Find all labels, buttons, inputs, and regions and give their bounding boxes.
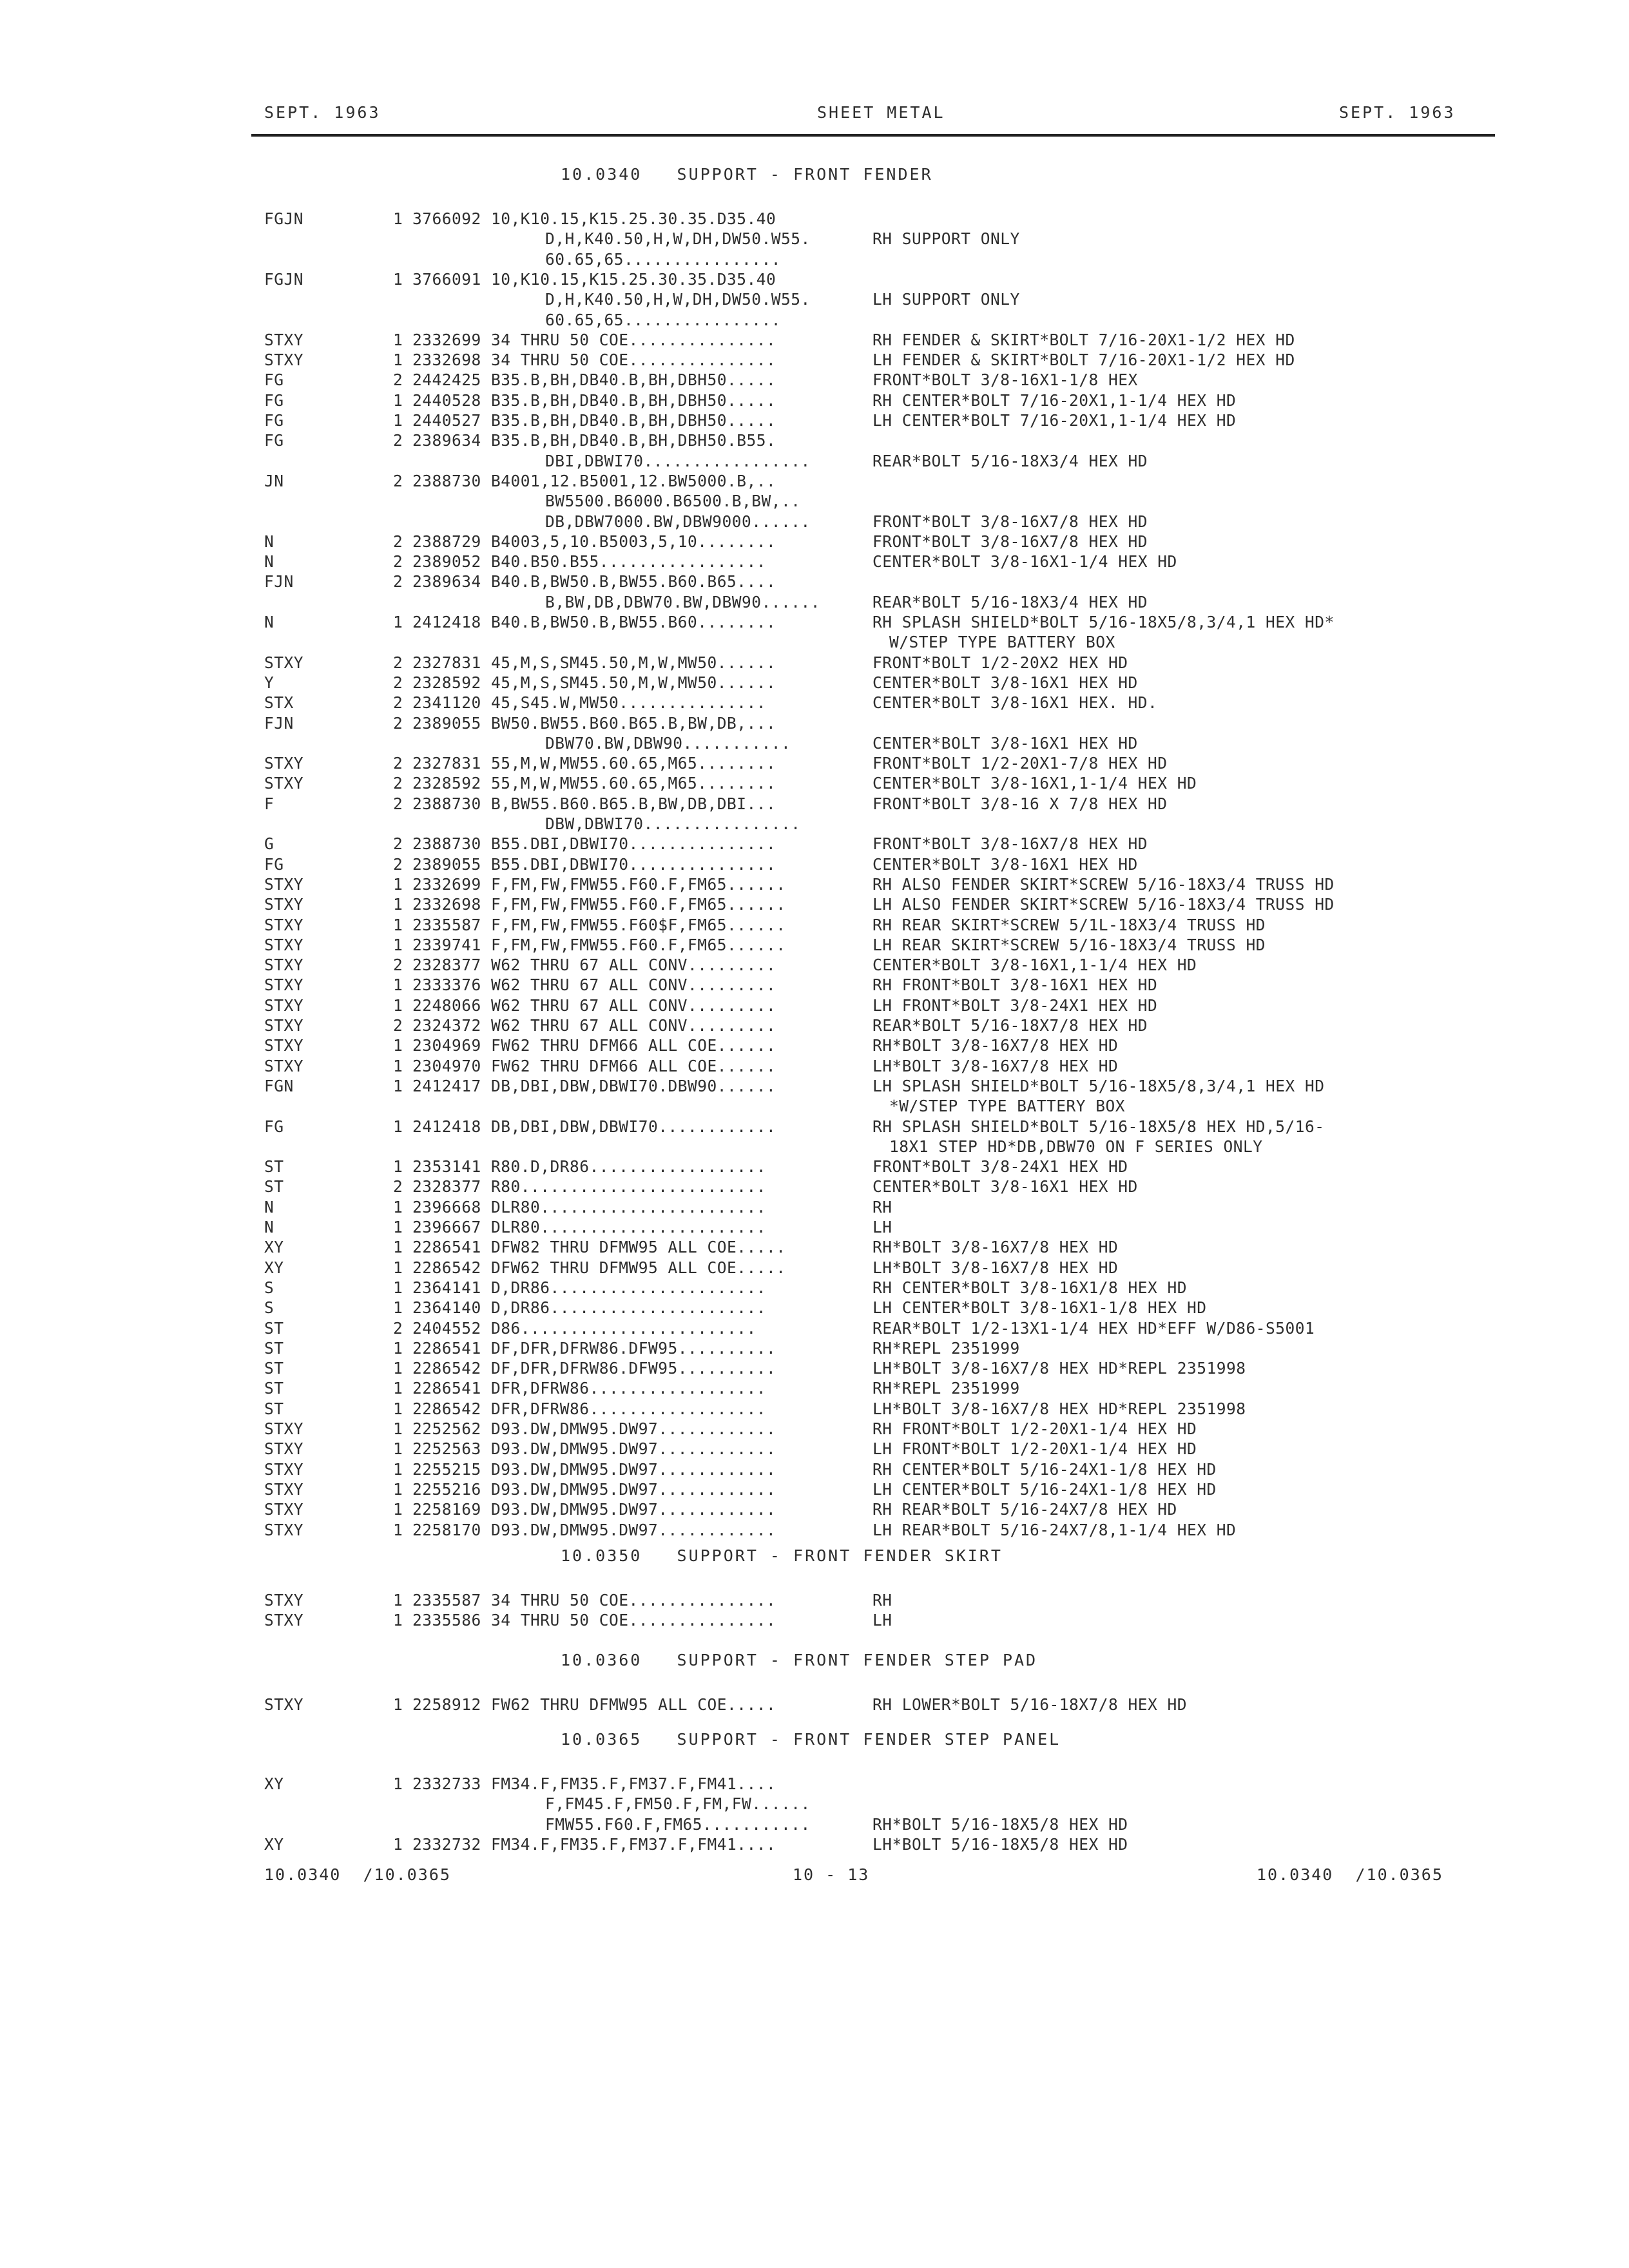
part-number-and-models: 2389055 BW50.BW55.B60.B65.B,BW,DB,... bbox=[412, 713, 776, 733]
quantity: 1 bbox=[393, 351, 403, 370]
models-continued: 60.65,65................ bbox=[545, 310, 782, 329]
part-number-and-models: 2364141 D,DR86...................... bbox=[412, 1278, 767, 1297]
quantity: 1 bbox=[393, 915, 403, 934]
part-remarks: REAR*BOLT 5/16-18X3/4 HEX HD bbox=[872, 592, 1148, 611]
quantity: 1 bbox=[393, 1834, 403, 1854]
part-remarks: LH SUPPORT ONLY bbox=[872, 290, 1020, 309]
part-remarks: CENTER*BOLT 3/8-16X1 HEX HD bbox=[872, 854, 1138, 874]
footer-left: 10.0340 /10.0365 bbox=[264, 1865, 451, 1884]
part-number-and-models: 2328592 55,M,W,MW55.60.65,M65........ bbox=[412, 774, 776, 793]
header-center: SHEET METAL bbox=[817, 103, 945, 122]
part-remarks: REAR*BOLT 1/2-13X1-1/4 HEX HD*EFF W/D86-S5001 bbox=[872, 1318, 1315, 1338]
part-number-and-models: 2412417 DB,DBI,DBW,DBWI70.DBW90...... bbox=[412, 1076, 776, 1095]
part-number-and-models: 2335586 34 THRU 50 COE............... bbox=[412, 1611, 776, 1630]
header-rule bbox=[251, 134, 1495, 137]
part-remarks: FRONT*BOLT 3/8-16X7/8 HEX HD bbox=[872, 512, 1148, 531]
model-code: N bbox=[264, 552, 275, 572]
part-number-and-models: 2353141 R80.D,DR86.................. bbox=[412, 1157, 767, 1177]
models-continued: DBW,DBWI70................ bbox=[545, 814, 801, 833]
part-number-and-models: 2286541 DFR,DFRW86.................. bbox=[412, 1379, 767, 1398]
part-number-and-models: 2255215 D93.DW,DMW95.DW97............ bbox=[412, 1459, 776, 1479]
quantity: 1 bbox=[393, 1258, 403, 1277]
part-number-and-models: 2389055 B55.DBI,DBWI70............... bbox=[412, 854, 776, 874]
part-remarks: 18X1 STEP HD*DB,DBW70 ON F SERIES ONLY bbox=[889, 1137, 1263, 1156]
part-remarks: FRONT*BOLT 1/2-20X2 HEX HD bbox=[872, 653, 1128, 672]
model-code: STXY bbox=[264, 935, 304, 954]
quantity: 1 bbox=[393, 1157, 403, 1177]
quantity: 1 bbox=[393, 1238, 403, 1257]
quantity: 1 bbox=[393, 1500, 403, 1519]
part-remarks: REAR*BOLT 5/16-18X7/8 HEX HD bbox=[872, 1016, 1148, 1035]
part-number-and-models: 2304969 FW62 THRU DFM66 ALL COE...... bbox=[412, 1036, 776, 1055]
part-remarks: RH*BOLT 3/8-16X7/8 HEX HD bbox=[872, 1036, 1119, 1055]
quantity: 1 bbox=[393, 1359, 403, 1378]
models-continued: DBW70.BW,DBW90........... bbox=[545, 733, 791, 753]
part-remarks: FRONT*BOLT 3/8-16 X 7/8 HEX HD bbox=[872, 794, 1168, 813]
model-code: STXY bbox=[264, 1419, 304, 1438]
part-number-and-models: 3766091 10,K10.15,K15.25.30.35.D35.40 bbox=[412, 269, 776, 289]
part-remarks: CENTER*BOLT 3/8-16X1 HEX HD bbox=[872, 733, 1138, 753]
quantity: 1 bbox=[393, 390, 403, 410]
model-code: FJN bbox=[264, 572, 294, 591]
part-remarks: RH LOWER*BOLT 5/16-18X7/8 HEX HD bbox=[872, 1695, 1188, 1714]
model-code: ST bbox=[264, 1359, 284, 1378]
model-code: STXY bbox=[264, 1439, 304, 1459]
part-number-and-models: 2440527 B35.B,BH,DB40.B,BH,DBH50..... bbox=[412, 411, 776, 430]
model-code: FJN bbox=[264, 713, 294, 733]
section-title: 10.0340 SUPPORT - FRONT FENDER bbox=[561, 165, 933, 184]
models-continued: D,H,K40.50,H,W,DH,DW50.W55. bbox=[545, 229, 811, 249]
part-number-and-models: 2404552 D86........................ bbox=[412, 1318, 757, 1338]
part-number-and-models: 2286541 DF,DFR,DFRW86.DFW95.......... bbox=[412, 1338, 776, 1358]
part-number-and-models: 2388730 B55.DBI,DBWI70............... bbox=[412, 834, 776, 854]
part-remarks: RH REAR*BOLT 5/16-24X7/8 HEX HD bbox=[872, 1500, 1177, 1519]
model-code: STXY bbox=[264, 956, 304, 975]
model-code: STXY bbox=[264, 1479, 304, 1499]
models-continued: BW5500.B6000.B6500.B,BW,.. bbox=[545, 492, 801, 511]
model-code: STX bbox=[264, 693, 294, 713]
quantity: 2 bbox=[393, 1016, 403, 1035]
part-number-and-models: 2333376 W62 THRU 67 ALL CONV......... bbox=[412, 975, 776, 995]
model-code: STXY bbox=[264, 1611, 304, 1630]
model-code: FG bbox=[264, 370, 284, 390]
model-code: STXY bbox=[264, 1056, 304, 1075]
quantity: 1 bbox=[393, 895, 403, 914]
model-code: FGJN bbox=[264, 269, 304, 289]
part-remarks: LH CENTER*BOLT 3/8-16X1-1/8 HEX HD bbox=[872, 1298, 1207, 1318]
model-code: ST bbox=[264, 1338, 284, 1358]
model-code: STXY bbox=[264, 895, 304, 914]
part-number-and-models: 2258170 D93.DW,DMW95.DW97............ bbox=[412, 1520, 776, 1539]
model-code: ST bbox=[264, 1399, 284, 1418]
quantity: 1 bbox=[393, 1298, 403, 1318]
model-code: XY bbox=[264, 1258, 284, 1277]
quantity: 2 bbox=[393, 774, 403, 793]
part-number-and-models: 2328592 45,M,S,SM45.50,M,W,MW50...... bbox=[412, 673, 776, 692]
model-code: ST bbox=[264, 1318, 284, 1338]
model-code: JN bbox=[264, 471, 284, 490]
part-number-and-models: 2364140 D,DR86...................... bbox=[412, 1298, 767, 1318]
part-remarks: RH FRONT*BOLT 3/8-16X1 HEX HD bbox=[872, 975, 1158, 995]
part-number-and-models: 2388730 B4001,12.B5001,12.BW5000.B,.. bbox=[412, 471, 776, 490]
part-number-and-models: 2328377 R80......................... bbox=[412, 1177, 767, 1196]
part-remarks: CENTER*BOLT 3/8-16X1 HEX. HD. bbox=[872, 693, 1158, 713]
model-code: STXY bbox=[264, 1520, 304, 1539]
part-number-and-models: 2328377 W62 THRU 67 ALL CONV......... bbox=[412, 956, 776, 975]
model-code: S bbox=[264, 1298, 275, 1318]
quantity: 1 bbox=[393, 1117, 403, 1136]
quantity: 1 bbox=[393, 975, 403, 995]
part-number-and-models: 2332698 F,FM,FW,FMW55.F60.F,FM65...... bbox=[412, 895, 786, 914]
quantity: 2 bbox=[393, 956, 403, 975]
part-remarks: RH CENTER*BOLT 3/8-16X1/8 HEX HD bbox=[872, 1278, 1188, 1297]
part-remarks: LH*BOLT 3/8-16X7/8 HEX HD bbox=[872, 1258, 1119, 1277]
part-remarks: LH bbox=[872, 1218, 892, 1236]
model-code: S bbox=[264, 1278, 275, 1297]
part-remarks: CENTER*BOLT 3/8-16X1,1-1/4 HEX HD bbox=[872, 774, 1197, 793]
model-code: STXY bbox=[264, 995, 304, 1015]
quantity: 2 bbox=[393, 653, 403, 672]
model-code: ST bbox=[264, 1177, 284, 1196]
part-remarks: RH CENTER*BOLT 7/16-20X1,1-1/4 HEX HD bbox=[872, 390, 1237, 410]
quantity: 1 bbox=[393, 1459, 403, 1479]
part-remarks: RH*REPL 2351999 bbox=[872, 1338, 1020, 1358]
part-number-and-models: 2440528 B35.B,BH,DB40.B,BH,DBH50..... bbox=[412, 390, 776, 410]
model-code: STXY bbox=[264, 330, 304, 349]
part-number-and-models: 2396668 DLR80....................... bbox=[412, 1197, 767, 1216]
model-code: STXY bbox=[264, 1459, 304, 1479]
model-code: FGN bbox=[264, 1076, 294, 1095]
models-continued: DB,DBW7000.BW,DBW9000...... bbox=[545, 512, 811, 531]
part-number-and-models: 2248066 W62 THRU 67 ALL CONV......... bbox=[412, 995, 776, 1015]
model-code: N bbox=[264, 1218, 275, 1236]
part-remarks: RH SUPPORT ONLY bbox=[872, 229, 1020, 249]
section-title: 10.0350 SUPPORT - FRONT FENDER SKIRT bbox=[561, 1546, 1003, 1565]
model-code: Y bbox=[264, 673, 275, 692]
model-code: STXY bbox=[264, 975, 304, 995]
part-remarks: LH FRONT*BOLT 1/2-20X1-1/4 HEX HD bbox=[872, 1439, 1197, 1459]
model-code: STXY bbox=[264, 1695, 304, 1714]
quantity: 2 bbox=[393, 673, 403, 692]
quantity: 2 bbox=[393, 552, 403, 572]
part-remarks: LH CENTER*BOLT 7/16-20X1,1-1/4 HEX HD bbox=[872, 411, 1237, 430]
model-code: XY bbox=[264, 1774, 284, 1793]
quantity: 1 bbox=[393, 1479, 403, 1499]
section-title: 10.0360 SUPPORT - FRONT FENDER STEP PAD bbox=[561, 1651, 1038, 1669]
model-code: F bbox=[264, 794, 275, 813]
part-number-and-models: 2335587 34 THRU 50 COE............... bbox=[412, 1591, 776, 1610]
part-remarks: CENTER*BOLT 3/8-16X1 HEX HD bbox=[872, 673, 1138, 692]
model-code: STXY bbox=[264, 351, 304, 370]
model-code: FGJN bbox=[264, 209, 304, 228]
part-remarks: RH FRONT*BOLT 1/2-20X1-1/4 HEX HD bbox=[872, 1419, 1197, 1438]
quantity: 1 bbox=[393, 1591, 403, 1610]
quantity: 1 bbox=[393, 1611, 403, 1630]
quantity: 1 bbox=[393, 1399, 403, 1418]
part-number-and-models: 2258169 D93.DW,DMW95.DW97............ bbox=[412, 1500, 776, 1519]
quantity: 1 bbox=[393, 1056, 403, 1075]
part-number-and-models: 2252562 D93.DW,DMW95.DW97............ bbox=[412, 1419, 776, 1438]
part-remarks: FRONT*BOLT 3/8-16X1-1/8 HEX bbox=[872, 370, 1138, 390]
header-right: SEPT. 1963 bbox=[1339, 103, 1456, 122]
part-remarks: LH*BOLT 3/8-16X7/8 HEX HD*REPL 2351998 bbox=[872, 1359, 1246, 1378]
part-number-and-models: 2255216 D93.DW,DMW95.DW97............ bbox=[412, 1479, 776, 1499]
model-code: FG bbox=[264, 854, 284, 874]
part-remarks: RH FENDER & SKIRT*BOLT 7/16-20X1-1/2 HEX HD bbox=[872, 330, 1295, 349]
part-number-and-models: 2332699 34 THRU 50 COE............... bbox=[412, 330, 776, 349]
part-remarks: RH bbox=[872, 1197, 892, 1216]
part-remarks: RH CENTER*BOLT 5/16-24X1-1/8 HEX HD bbox=[872, 1459, 1217, 1479]
model-code: N bbox=[264, 613, 275, 631]
part-remarks: RH*REPL 2351999 bbox=[872, 1379, 1020, 1398]
section-title: 10.0365 SUPPORT - FRONT FENDER STEP PANEL bbox=[561, 1730, 1061, 1749]
quantity: 1 bbox=[393, 935, 403, 954]
part-remarks: W/STEP TYPE BATTERY BOX bbox=[889, 633, 1115, 652]
models-continued: FMW55.F60.F,FM65........... bbox=[545, 1814, 811, 1834]
model-code: STXY bbox=[264, 774, 304, 793]
part-remarks: RH ALSO FENDER SKIRT*SCREW 5/16-18X3/4 TRUSS HD bbox=[872, 874, 1335, 894]
part-remarks: LH bbox=[872, 1611, 892, 1630]
part-number-and-models: 2339741 F,FM,FW,FMW55.F60.F,FM65...... bbox=[412, 935, 786, 954]
quantity: 1 bbox=[393, 1278, 403, 1297]
model-code: XY bbox=[264, 1238, 284, 1257]
model-code: STXY bbox=[264, 874, 304, 894]
footer-page-number: 10 - 13 bbox=[793, 1865, 870, 1884]
part-remarks: LH ALSO FENDER SKIRT*SCREW 5/16-18X3/4 TRUSS HD bbox=[872, 895, 1335, 914]
part-remarks: RH bbox=[872, 1591, 892, 1610]
models-continued: B,BW,DB,DBW70.BW,DBW90...... bbox=[545, 592, 821, 611]
part-number-and-models: 2252563 D93.DW,DMW95.DW97............ bbox=[412, 1439, 776, 1459]
part-number-and-models: 2332698 34 THRU 50 COE............... bbox=[412, 351, 776, 370]
part-number-and-models: 2388730 B,BW55.B60.B65.B,BW,DB,DBI... bbox=[412, 794, 776, 813]
part-remarks: REAR*BOLT 5/16-18X3/4 HEX HD bbox=[872, 451, 1148, 470]
quantity: 1 bbox=[393, 1774, 403, 1793]
part-number-and-models: 2341120 45,S45.W,MW50............... bbox=[412, 693, 767, 713]
model-code: ST bbox=[264, 1379, 284, 1398]
quantity: 2 bbox=[393, 854, 403, 874]
part-number-and-models: 2327831 45,M,S,SM45.50,M,W,MW50...... bbox=[412, 653, 776, 672]
quantity: 2 bbox=[393, 754, 403, 773]
part-remarks: FRONT*BOLT 3/8-16X7/8 HEX HD bbox=[872, 532, 1148, 551]
part-remarks: LH SPLASH SHIELD*BOLT 5/16-18X5/8,3/4,1 HEX HD bbox=[872, 1076, 1325, 1095]
quantity: 1 bbox=[393, 269, 403, 289]
part-number-and-models: 2389634 B35.B,BH,DB40.B,BH,DBH50.B55. bbox=[412, 431, 776, 450]
models-continued: F,FM45.F,FM50.F,FM,FW...... bbox=[545, 1794, 811, 1814]
quantity: 2 bbox=[393, 1318, 403, 1338]
part-number-and-models: 2286542 DFR,DFRW86.................. bbox=[412, 1399, 767, 1418]
footer-right: 10.0340 /10.0365 bbox=[1257, 1865, 1443, 1884]
quantity: 1 bbox=[393, 613, 403, 631]
part-remarks: FRONT*BOLT 3/8-16X7/8 HEX HD bbox=[872, 834, 1148, 854]
model-code: STXY bbox=[264, 915, 304, 934]
part-remarks: FRONT*BOLT 3/8-24X1 HEX HD bbox=[872, 1157, 1128, 1177]
part-number-and-models: 2412418 B40.B,BW50.B,BW55.B60........ bbox=[412, 613, 776, 631]
quantity: 1 bbox=[393, 995, 403, 1015]
part-number-and-models: 2258912 FW62 THRU DFMW95 ALL COE..... bbox=[412, 1695, 776, 1714]
part-remarks: RH*BOLT 3/8-16X7/8 HEX HD bbox=[872, 1238, 1119, 1257]
model-code: FG bbox=[264, 431, 284, 450]
quantity: 2 bbox=[393, 794, 403, 813]
part-remarks: CENTER*BOLT 3/8-16X1 HEX HD bbox=[872, 1177, 1138, 1196]
quantity: 1 bbox=[393, 1419, 403, 1438]
part-number-and-models: 2304970 FW62 THRU DFM66 ALL COE...... bbox=[412, 1056, 776, 1075]
part-number-and-models: 2335587 F,FM,FW,FMW55.F60$F,FM65...... bbox=[412, 915, 786, 934]
part-number-and-models: 2388729 B4003,5,10.B5003,5,10........ bbox=[412, 532, 776, 551]
part-number-and-models: 2324372 W62 THRU 67 ALL CONV......... bbox=[412, 1016, 776, 1035]
quantity: 2 bbox=[393, 370, 403, 390]
models-continued: D,H,K40.50,H,W,DH,DW50.W55. bbox=[545, 290, 811, 309]
part-number-and-models: 2286542 DFW62 THRU DFMW95 ALL COE..... bbox=[412, 1258, 786, 1277]
quantity: 2 bbox=[393, 532, 403, 551]
model-code: STXY bbox=[264, 1591, 304, 1610]
model-code: STXY bbox=[264, 1500, 304, 1519]
model-code: N bbox=[264, 532, 275, 551]
quantity: 1 bbox=[393, 209, 403, 228]
quantity: 1 bbox=[393, 1439, 403, 1459]
part-remarks: RH SPLASH SHIELD*BOLT 5/16-18X5/8,3/4,1 HEX HD* bbox=[872, 613, 1335, 631]
part-remarks: RH REAR SKIRT*SCREW 5/1L-18X3/4 TRUSS HD bbox=[872, 915, 1266, 934]
quantity: 1 bbox=[393, 1520, 403, 1539]
part-remarks: RH*BOLT 5/16-18X5/8 HEX HD bbox=[872, 1814, 1128, 1834]
quantity: 2 bbox=[393, 471, 403, 490]
model-code: STXY bbox=[264, 1016, 304, 1035]
quantity: 1 bbox=[393, 1036, 403, 1055]
quantity: 2 bbox=[393, 713, 403, 733]
quantity: 2 bbox=[393, 431, 403, 450]
model-code: XY bbox=[264, 1834, 284, 1854]
part-number-and-models: 2396667 DLR80....................... bbox=[412, 1218, 767, 1236]
part-remarks: LH CENTER*BOLT 5/16-24X1-1/8 HEX HD bbox=[872, 1479, 1217, 1499]
part-number-and-models: 2327831 55,M,W,MW55.60.65,M65........ bbox=[412, 754, 776, 773]
model-code: FG bbox=[264, 390, 284, 410]
model-code: N bbox=[264, 1197, 275, 1216]
part-number-and-models: 2442425 B35.B,BH,DB40.B,BH,DBH50..... bbox=[412, 370, 776, 390]
part-remarks: *W/STEP TYPE BATTERY BOX bbox=[889, 1097, 1126, 1116]
quantity: 1 bbox=[393, 1218, 403, 1236]
part-number-and-models: 2332699 F,FM,FW,FMW55.F60.F,FM65...... bbox=[412, 874, 786, 894]
part-number-and-models: 2412418 DB,DBI,DBW,DBWI70............ bbox=[412, 1117, 776, 1136]
part-remarks: LH*BOLT 3/8-16X7/8 HEX HD bbox=[872, 1056, 1119, 1075]
part-number-and-models: 2332732 FM34.F,FM35.F,FM37.F,FM41.... bbox=[412, 1834, 776, 1854]
quantity: 1 bbox=[393, 1338, 403, 1358]
quantity: 2 bbox=[393, 834, 403, 854]
part-remarks: FRONT*BOLT 1/2-20X1-7/8 HEX HD bbox=[872, 754, 1168, 773]
part-number-and-models: 2286541 DFW82 THRU DFMW95 ALL COE..... bbox=[412, 1238, 786, 1257]
part-number-and-models: 2332733 FM34.F,FM35.F,FM37.F,FM41.... bbox=[412, 1774, 776, 1793]
part-number-and-models: 2389634 B40.B,BW50.B,BW55.B60.B65.... bbox=[412, 572, 776, 591]
model-code: STXY bbox=[264, 653, 304, 672]
model-code: ST bbox=[264, 1157, 284, 1177]
model-code: STXY bbox=[264, 1036, 304, 1055]
models-continued: 60.65,65................ bbox=[545, 249, 782, 269]
quantity: 1 bbox=[393, 1695, 403, 1714]
part-number-and-models: 2389052 B40.B50.B55................. bbox=[412, 552, 767, 572]
model-code: STXY bbox=[264, 754, 304, 773]
quantity: 1 bbox=[393, 1379, 403, 1398]
part-remarks: RH SPLASH SHIELD*BOLT 5/16-18X5/8 HEX HD,5/16- bbox=[872, 1117, 1325, 1136]
part-remarks: LH FRONT*BOLT 3/8-24X1 HEX HD bbox=[872, 995, 1158, 1015]
quantity: 2 bbox=[393, 693, 403, 713]
models-continued: DBI,DBWI70................. bbox=[545, 451, 811, 470]
quantity: 1 bbox=[393, 411, 403, 430]
part-remarks: CENTER*BOLT 3/8-16X1-1/4 HEX HD bbox=[872, 552, 1177, 572]
quantity: 2 bbox=[393, 1177, 403, 1196]
model-code: FG bbox=[264, 1117, 284, 1136]
quantity: 1 bbox=[393, 1197, 403, 1216]
model-code: G bbox=[264, 834, 275, 854]
part-number-and-models: 3766092 10,K10.15,K15.25.30.35.D35.40 bbox=[412, 209, 776, 228]
part-number-and-models: 2286542 DF,DFR,DFRW86.DFW95.......... bbox=[412, 1359, 776, 1378]
model-code: FG bbox=[264, 411, 284, 430]
part-remarks: LH*BOLT 3/8-16X7/8 HEX HD*REPL 2351998 bbox=[872, 1399, 1246, 1418]
part-remarks: CENTER*BOLT 3/8-16X1,1-1/4 HEX HD bbox=[872, 956, 1197, 975]
part-remarks: LH FENDER & SKIRT*BOLT 7/16-20X1-1/2 HEX HD bbox=[872, 351, 1295, 370]
quantity: 1 bbox=[393, 874, 403, 894]
part-remarks: LH REAR*BOLT 5/16-24X7/8,1-1/4 HEX HD bbox=[872, 1520, 1237, 1539]
quantity: 2 bbox=[393, 572, 403, 591]
part-remarks: LH REAR SKIRT*SCREW 5/16-18X3/4 TRUSS HD bbox=[872, 935, 1266, 954]
quantity: 1 bbox=[393, 1076, 403, 1095]
part-remarks: LH*BOLT 5/16-18X5/8 HEX HD bbox=[872, 1834, 1128, 1854]
header-left: SEPT. 1963 bbox=[264, 103, 381, 122]
quantity: 1 bbox=[393, 330, 403, 349]
